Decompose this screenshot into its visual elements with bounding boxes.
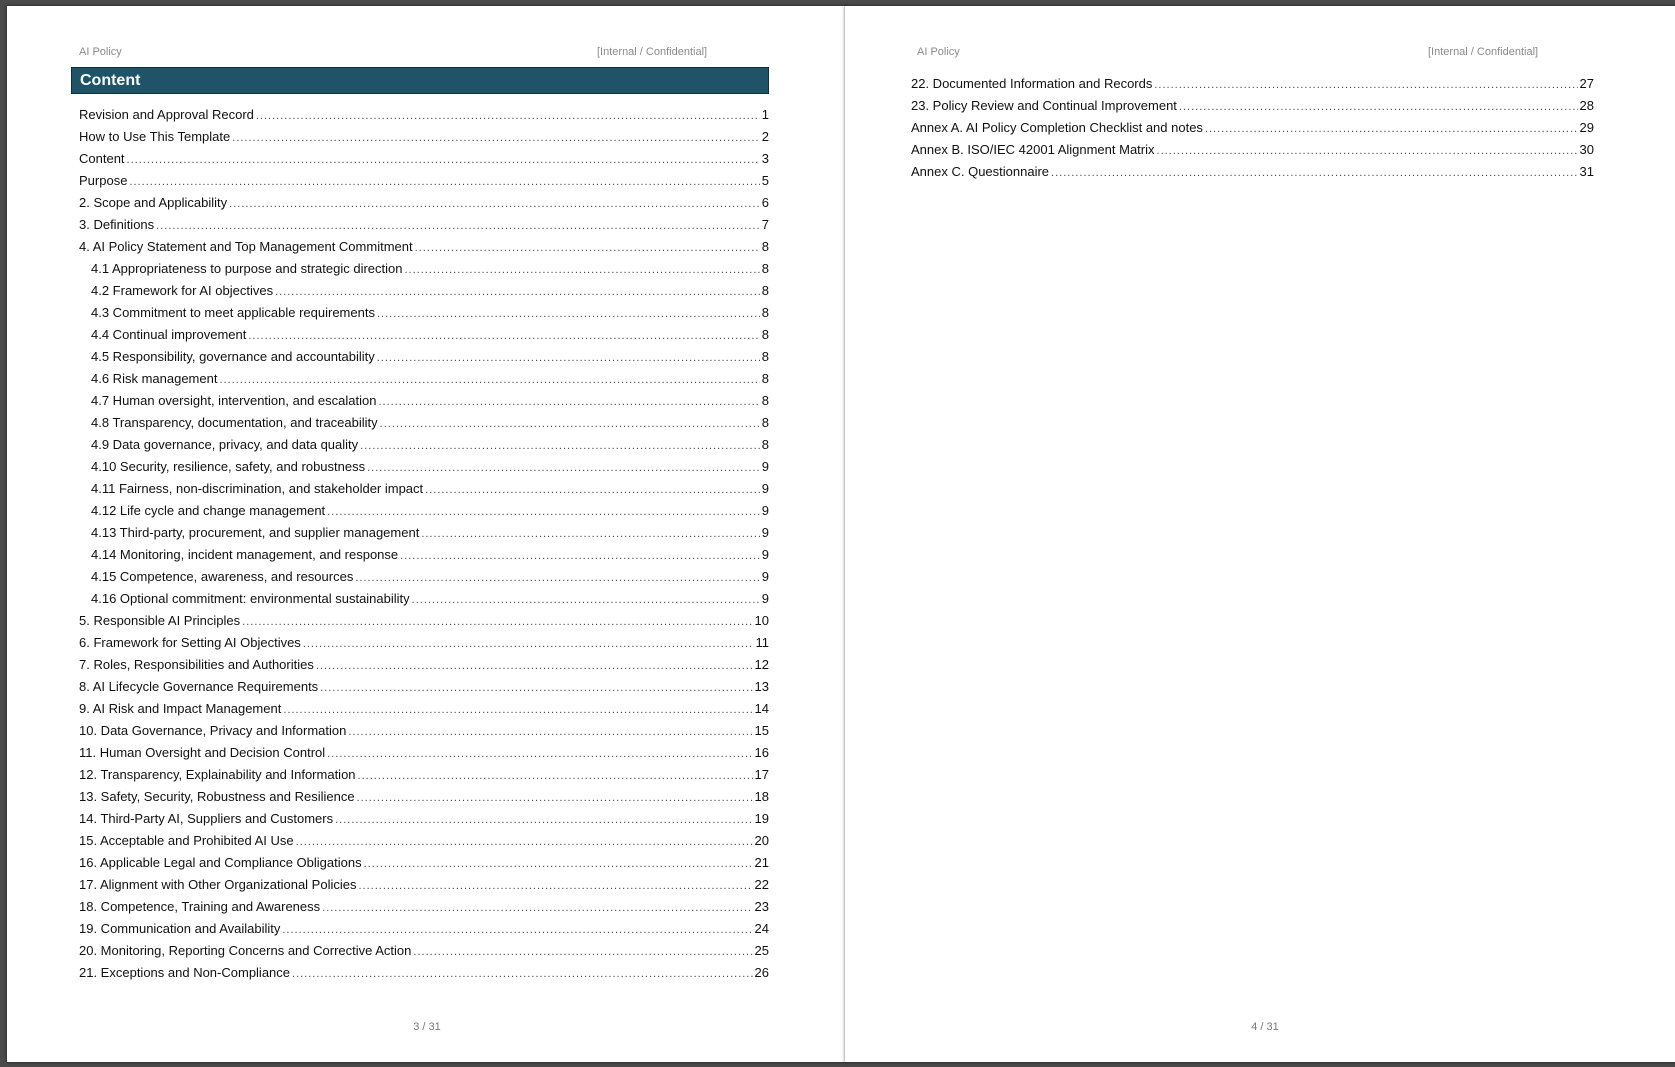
toc-entry-page-number: 15	[754, 723, 769, 738]
toc-dot-leader	[127, 149, 760, 171]
toc-entry-page-number: 3	[761, 151, 769, 166]
toc-entry[interactable]	[79, 346, 769, 368]
toc-entry-page-number: 9	[761, 481, 769, 496]
toc-entry-title: 19. Communication and Availability	[79, 921, 281, 936]
toc-dot-leader	[348, 721, 752, 743]
toc-entry-title: 4.8 Transparency, documentation, and traceability	[91, 415, 378, 430]
toc-entry-page-number: 6	[761, 195, 769, 210]
toc-entry-title: 20. Monitoring, Reporting Concerns and Corrective Action	[79, 943, 412, 958]
toc-entry-title: How to Use This Template	[79, 129, 231, 144]
toc-entry-title: 8. AI Lifecycle Governance Requirements	[79, 679, 319, 694]
toc-entry[interactable]	[79, 170, 769, 192]
toc-entry[interactable]	[79, 874, 769, 896]
toc-entry-page-number: 11	[755, 635, 769, 650]
toc-entry[interactable]	[79, 302, 769, 324]
toc-dot-leader	[367, 457, 760, 479]
toc-entry-title: Purpose	[79, 173, 128, 188]
toc-entry-page-number: 8	[761, 393, 769, 408]
toc-entry[interactable]	[79, 544, 769, 566]
toc-dot-leader	[355, 567, 759, 589]
toc-dot-leader	[358, 765, 753, 787]
toc-entry-title: 4.16 Optional commitment: environmental sustainability	[91, 591, 410, 606]
toc-dot-leader	[1205, 118, 1578, 140]
toc-entry[interactable]	[79, 588, 769, 610]
toc-entry-title: 12. Transparency, Explainability and Information	[79, 767, 356, 782]
toc-entry[interactable]	[79, 918, 769, 940]
toc-entry[interactable]	[911, 95, 1594, 117]
toc-dot-leader	[296, 831, 753, 853]
toc-entry-page-number: 9	[761, 525, 769, 540]
toc-entry-title: 4.11 Fairness, non-discrimination, and stakeholder impact	[91, 481, 424, 496]
toc-entry-page-number: 19	[754, 811, 769, 826]
toc-entry[interactable]	[79, 808, 769, 830]
toc-entry-page-number: 16	[754, 745, 769, 760]
toc-dot-leader	[282, 919, 752, 941]
toc-entry-title: 15. Acceptable and Prohibited AI Use	[79, 833, 294, 848]
toc-dot-leader	[292, 963, 753, 985]
toc-entry-title: 22. Documented Information and Records	[911, 76, 1153, 91]
toc-entry-title: 5. Responsible AI Principles	[79, 613, 241, 628]
toc-dot-leader	[219, 369, 759, 391]
toc-entry-page-number: 29	[1579, 120, 1594, 135]
toc-entry-page-number: 8	[761, 283, 769, 298]
toc-entry-title: 14. Third-Party AI, Suppliers and Customers	[79, 811, 334, 826]
toc-dot-leader	[357, 787, 753, 809]
toc-dot-leader	[415, 237, 760, 259]
toc-entry-page-number: 8	[761, 437, 769, 452]
toc-entry-page-number: 5	[761, 173, 769, 188]
toc-entry[interactable]	[79, 566, 769, 588]
toc-entry-title: 4.2 Framework for AI objectives	[91, 283, 274, 298]
toc-entry[interactable]	[79, 742, 769, 764]
toc-entry-page-number: 12	[754, 657, 769, 672]
toc-dot-leader	[322, 897, 752, 919]
page-number: 3 / 31	[413, 1021, 441, 1033]
toc-entry-page-number: 28	[1579, 98, 1594, 113]
toc-entry[interactable]	[79, 962, 769, 984]
toc-dot-leader	[1154, 74, 1577, 96]
toc-entry[interactable]	[911, 73, 1594, 95]
toc-entry-page-number: 8	[761, 415, 769, 430]
toc-entry-title: Revision and Approval Record	[79, 107, 254, 122]
toc-dot-leader	[156, 215, 760, 237]
toc-dot-leader	[316, 655, 753, 677]
toc-dot-leader	[1179, 96, 1578, 118]
toc-dot-leader	[425, 479, 760, 501]
toc-dot-leader	[242, 611, 752, 633]
toc-entry-page-number: 8	[761, 305, 769, 320]
toc-dot-leader	[400, 545, 760, 567]
toc-entry-page-number: 18	[754, 789, 769, 804]
toc-entry-page-number: 27	[1579, 76, 1594, 91]
toc-entry-page-number: 8	[761, 349, 769, 364]
toc-entry-title: 4.12 Life cycle and change management	[91, 503, 326, 518]
toc-entry-page-number: 22	[754, 877, 769, 892]
toc-entry-page-number: 1	[761, 107, 769, 122]
toc-dot-leader	[404, 259, 759, 281]
toc-entry-page-number: 14	[754, 701, 769, 716]
toc-entry[interactable]	[911, 161, 1594, 183]
toc-entry-title: 21. Exceptions and Non-Compliance	[79, 965, 291, 980]
toc-entry-page-number: 8	[761, 371, 769, 386]
toc-entry-title: 6. Framework for Setting AI Objectives	[79, 635, 301, 650]
toc-dot-leader	[377, 347, 760, 369]
toc-entry-page-number: 9	[761, 547, 769, 562]
header-classification: [Internal / Confidential]	[597, 46, 708, 58]
toc-dot-leader	[129, 171, 759, 193]
toc-entry-title: Annex A. AI Policy Completion Checklist and notes	[911, 120, 1203, 135]
toc-entry[interactable]	[79, 324, 769, 346]
toc-entry-title: 13. Safety, Security, Robustness and Resilience	[79, 789, 355, 804]
toc-entry-page-number: 8	[761, 239, 769, 254]
toc-entry[interactable]	[79, 610, 769, 632]
toc-entry-page-number: 17	[754, 767, 769, 782]
document-page-4	[845, 6, 1675, 1062]
toc-entry[interactable]	[79, 478, 769, 500]
toc-entry[interactable]	[79, 368, 769, 390]
toc-dot-leader	[360, 435, 760, 457]
toc-dot-leader	[377, 303, 760, 325]
toc-entry-title: 4.4 Continual improvement	[91, 327, 247, 342]
toc-entry[interactable]	[79, 280, 769, 302]
toc-entry-title: 4.3 Commitment to meet applicable requirements	[91, 305, 375, 320]
toc-entry-page-number: 21	[754, 855, 769, 870]
toc-dot-leader	[1157, 140, 1578, 162]
toc-entry-title: 4.5 Responsibility, governance and accountability	[91, 349, 375, 364]
toc-entry[interactable]	[79, 940, 769, 962]
toc-dot-leader	[1051, 162, 1578, 184]
toc-dot-leader	[303, 633, 754, 655]
toc-entry-title: 16. Applicable Legal and Compliance Obligations	[79, 855, 362, 870]
toc-entry-page-number: 8	[761, 327, 769, 342]
toc-entry-title: 4.14 Monitoring, incident management, and response	[91, 547, 399, 562]
toc-entry-title: 4. AI Policy Statement and Top Management Commitment	[79, 239, 413, 254]
page-number: 4 / 31	[1251, 1021, 1279, 1033]
header-doc-title: AI Policy	[79, 46, 122, 58]
toc-entry[interactable]	[79, 830, 769, 852]
toc-entry-page-number: 9	[761, 591, 769, 606]
toc-entry-title: 18. Competence, Training and Awareness	[79, 899, 321, 914]
toc-list	[79, 104, 769, 984]
toc-entry-page-number: 9	[761, 503, 769, 518]
toc-dot-leader	[378, 391, 759, 413]
toc-dot-leader	[413, 941, 752, 963]
toc-entry-title: 4.1 Appropriateness to purpose and strategic direction	[91, 261, 403, 276]
toc-entry[interactable]	[79, 896, 769, 918]
toc-entry-page-number: 31	[1579, 164, 1594, 179]
toc-entry-page-number: 20	[754, 833, 769, 848]
toc-dot-leader	[283, 699, 752, 721]
toc-entry[interactable]	[79, 676, 769, 698]
toc-dot-leader	[335, 809, 752, 831]
toc-entry-page-number: 13	[754, 679, 769, 694]
toc-entry[interactable]	[79, 192, 769, 214]
toc-entry[interactable]	[79, 632, 769, 654]
toc-entry-page-number: 23	[754, 899, 769, 914]
toc-entry[interactable]	[79, 720, 769, 742]
toc-entry-page-number: 7	[761, 217, 769, 232]
toc-dot-leader	[229, 193, 760, 215]
toc-entry-title: 2. Scope and Applicability	[79, 195, 228, 210]
toc-entry[interactable]	[911, 139, 1594, 161]
toc-entry[interactable]	[79, 412, 769, 434]
toc-dot-leader	[327, 501, 760, 523]
toc-entry-page-number: 2	[761, 129, 769, 144]
header-doc-title: AI Policy	[917, 46, 960, 58]
toc-entry-title: 4.10 Security, resilience, safety, and robustness	[91, 459, 366, 474]
toc-entry-title: Annex C. Questionnaire	[911, 164, 1050, 179]
toc-entry[interactable]	[79, 500, 769, 522]
toc-entry-page-number: 10	[754, 613, 769, 628]
toc-entry[interactable]	[79, 104, 769, 126]
toc-entry[interactable]	[911, 117, 1594, 139]
document-page-3	[7, 6, 847, 1062]
toc-dot-leader	[412, 589, 760, 611]
toc-entry[interactable]	[79, 456, 769, 478]
toc-entry[interactable]	[79, 654, 769, 676]
toc-entry-page-number: 24	[754, 921, 769, 936]
toc-entry-title: 4.15 Competence, awareness, and resources	[91, 569, 354, 584]
toc-entry[interactable]	[79, 522, 769, 544]
toc-entry-title: 23. Policy Review and Continual Improvement	[911, 98, 1177, 113]
toc-entry-title: 9. AI Risk and Impact Management	[79, 701, 282, 716]
toc-entry[interactable]	[79, 698, 769, 720]
toc-dot-leader	[275, 281, 760, 303]
toc-dot-leader	[358, 875, 752, 897]
toc-entry[interactable]	[79, 390, 769, 412]
toc-entry-title: 7. Roles, Responsibilities and Authorities	[79, 657, 314, 672]
toc-entry-title: 4.6 Risk management	[91, 371, 218, 386]
toc-entry-page-number: 9	[761, 459, 769, 474]
toc-heading: Content	[71, 67, 769, 94]
toc-entry[interactable]	[79, 148, 769, 170]
toc-entry-title: 10. Data Governance, Privacy and Information	[79, 723, 347, 738]
toc-entry[interactable]	[79, 214, 769, 236]
toc-entry[interactable]	[79, 852, 769, 874]
toc-entry-page-number: 8	[761, 261, 769, 276]
toc-entry-page-number: 26	[754, 965, 769, 980]
toc-entry-title: 3. Definitions	[79, 217, 155, 232]
toc-entry-page-number: 25	[754, 943, 769, 958]
toc-dot-leader	[364, 853, 753, 875]
toc-entry-page-number: 30	[1579, 142, 1594, 157]
toc-entry-title: Content	[79, 151, 125, 166]
toc-entry-title: Annex B. ISO/IEC 42001 Alignment Matrix	[911, 142, 1155, 157]
toc-entry[interactable]	[79, 258, 769, 280]
toc-entry[interactable]	[79, 236, 769, 258]
toc-dot-leader	[327, 743, 752, 765]
toc-entry[interactable]	[79, 764, 769, 786]
toc-entry-page-number: 9	[761, 569, 769, 584]
toc-dot-leader	[380, 413, 760, 435]
toc-entry[interactable]	[79, 786, 769, 808]
toc-list	[911, 73, 1594, 183]
toc-dot-leader	[256, 105, 760, 127]
toc-dot-leader	[421, 523, 759, 545]
toc-entry-title: 4.13 Third-party, procurement, and supplier management	[91, 525, 420, 540]
toc-dot-leader	[248, 325, 759, 347]
toc-dot-leader	[320, 677, 752, 699]
toc-entry[interactable]	[79, 126, 769, 148]
toc-entry-title: 4.7 Human oversight, intervention, and escalation	[91, 393, 377, 408]
toc-dot-leader	[232, 127, 760, 149]
toc-entry[interactable]	[79, 434, 769, 456]
toc-entry-title: 4.9 Data governance, privacy, and data quality	[91, 437, 359, 452]
toc-entry-title: 11. Human Oversight and Decision Control	[79, 745, 326, 760]
header-classification: [Internal / Confidential]	[1428, 46, 1539, 58]
toc-entry-title: 17. Alignment with Other Organizational Policies	[79, 877, 357, 892]
